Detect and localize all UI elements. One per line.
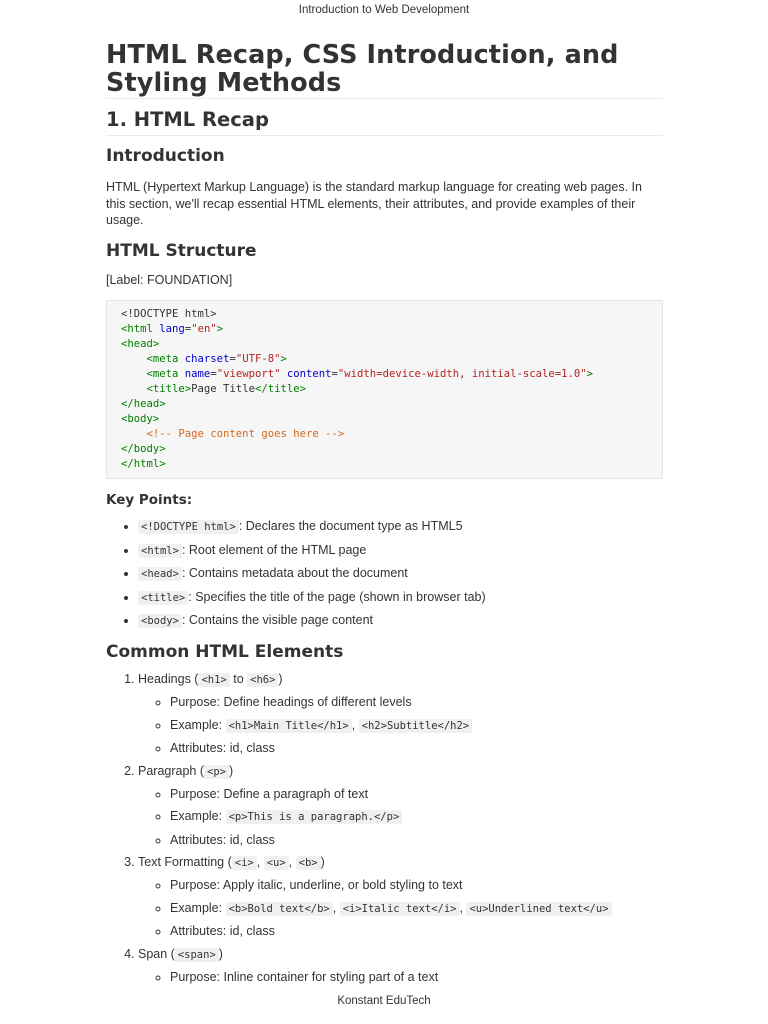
list-item <box>138 589 663 606</box>
element-item-text-formatting: 3. Text Formatting ( <i> , <u> , <b> ) ◦ Purpose: Apply italic, underline, or bold styling to text ◦ Example: <b>Bold text</b> , <i>Italic text</i> , <u>Underlined text</u> ◦ Attributes: id, class <box>138 854 663 940</box>
section-heading-html-recap: 1. HTML Recap <box>106 108 663 136</box>
key-point-text: : Specifies the title of the page (shown in browser tab) <box>188 589 486 604</box>
inline-code: <h6> <box>247 673 278 687</box>
code-html-close: </html> <box>121 458 166 470</box>
element-label: Headings ( <box>138 672 199 687</box>
code-lang-value: "en" <box>191 323 217 335</box>
example-label: Example: <box>170 809 223 824</box>
element-label: Paragraph ( <box>138 763 205 778</box>
sub-list <box>138 969 663 986</box>
example-item: ◦ Example: <b>Bold text</b> , <i>Italic text</i> , <u>Underlined text</u> <box>170 900 663 918</box>
code-meta-charset: <meta <box>146 353 179 365</box>
subheading-common-elements: Common HTML Elements <box>106 642 344 663</box>
joiner-text: to <box>229 672 248 687</box>
inline-code: <title> <box>138 591 188 605</box>
code-content-attr: content <box>286 368 332 380</box>
example-label: Example: <box>170 717 223 732</box>
code-name-attr: name <box>184 368 211 380</box>
code-html-open: <html <box>121 323 153 335</box>
inline-code: <span> <box>175 948 219 962</box>
element-close: ) <box>228 763 234 778</box>
inline-code: <b> <box>296 856 321 870</box>
code-title-close: </title> <box>254 383 306 395</box>
attributes-item: ◦ Attributes: id, class <box>170 923 663 940</box>
element-item-span <box>138 946 663 986</box>
element-label: Span ( <box>138 946 175 961</box>
purpose-item: ◦ Purpose: Inline container for styling part of a text <box>170 969 663 986</box>
code-block: <!DOCTYPE html> <html lang="en"> <head> <meta charset="UTF-8"> <meta name="viewport" content="width=device-width, initial-scale=1.0"> <title>Page Title</title> </head> <body> <!-- Page content goes here --> </body> </html> <box>106 300 663 479</box>
element-item-paragraph <box>138 763 663 849</box>
inline-code: <h1> <box>198 673 229 687</box>
intro-paragraph: HTML (Hypertext Markup Language) is the standard markup language for creating web pages. In this section, we'll recap essential HTML elements, their attributes, and provide examples of their usage. <box>106 180 642 227</box>
code-lang-attr: lang <box>159 323 185 335</box>
inline-code: <html> <box>138 544 182 558</box>
list-item <box>138 518 663 535</box>
element-close: ) <box>278 672 283 687</box>
page-header: Introduction to Web Development <box>298 4 470 16</box>
purpose-item: ◦ Purpose: Define headings of different levels <box>170 694 663 711</box>
example-label: Example: <box>170 900 223 915</box>
subheading-introduction: Introduction <box>106 146 225 166</box>
key-point-text: : Contains the visible page content <box>181 613 374 628</box>
code-content-value: "width=device-width, initial-scale=1.0" <box>337 368 587 380</box>
inline-code: <b>Bold text</b> <box>226 902 333 916</box>
inline-code: <i>Italic text</i> <box>340 902 460 916</box>
element-close: ) <box>218 946 223 961</box>
page-title: HTML Recap, CSS Introduction, and Styling Methods <box>106 41 663 99</box>
attributes-item: ◦ Attributes: id, class <box>170 740 663 757</box>
list-item <box>138 542 663 559</box>
inline-code: <u>Underlined text</u> <box>466 902 611 916</box>
inline-code: <body> <box>138 614 182 628</box>
subheading-html-structure: HTML Structure <box>106 240 257 261</box>
element-label: Text Formatting ( <box>138 855 232 870</box>
element-item-headings <box>138 671 663 757</box>
code-charset-value: "UTF-8" <box>235 353 281 365</box>
attributes-item: ◦ Attributes: id, class <box>170 832 663 849</box>
inline-code: <p> <box>204 765 229 779</box>
elements-list <box>106 671 663 986</box>
code-title-open: <title> <box>146 383 192 395</box>
inline-code: <h1>Main Title</h1> <box>226 719 352 733</box>
code-name-value: "viewport" <box>216 368 281 380</box>
document-content <box>106 41 663 992</box>
code-body-close: </body> <box>121 443 166 455</box>
code-comment: <!-- Page content goes here --> <box>146 428 345 440</box>
sub-list <box>138 877 663 940</box>
list-item <box>138 565 663 582</box>
example-item: ◦ Example: <h1>Main Title</h1> , <h2>Subtitle</h2> <box>170 717 663 735</box>
inline-code: <h2>Subtitle</h2> <box>359 719 472 733</box>
inline-code: <u> <box>264 856 289 870</box>
key-point-text: : Declares the document type as HTML5 <box>238 519 463 533</box>
key-point-text: : Contains metadata about the document <box>181 566 408 581</box>
code-body-open: <body> <box>121 413 160 425</box>
code-doctype: <!DOCTYPE html> <box>121 308 217 320</box>
key-points-heading: Key Points: <box>106 492 193 508</box>
code-head-close: </head> <box>121 398 166 410</box>
purpose-item: ◦ Purpose: Define a paragraph of text <box>170 786 663 803</box>
code-title-text: Page Title <box>191 383 255 395</box>
example-item <box>170 808 663 826</box>
list-item <box>138 612 663 629</box>
inline-code: <i> <box>232 856 257 870</box>
foundation-label: [Label: FOUNDATION] <box>106 272 233 287</box>
code-meta-viewport: <meta <box>146 368 179 380</box>
sub-list <box>138 694 663 757</box>
purpose-item: ◦ Purpose: Apply italic, underline, or bold styling to text <box>170 877 663 894</box>
inline-code: <!DOCTYPE html> <box>138 520 239 534</box>
code-head-open: <head> <box>121 338 160 350</box>
inline-code: <p>This is a paragraph.</p> <box>226 810 403 824</box>
key-points-list <box>106 518 663 629</box>
page-footer: Konstant EduTech <box>0 995 768 1007</box>
element-close: ) <box>320 855 325 870</box>
key-point-text: : Root element of the HTML page <box>181 542 367 557</box>
sub-list <box>138 786 663 849</box>
code-charset-attr: charset <box>184 353 230 365</box>
inline-code: <head> <box>138 567 182 581</box>
